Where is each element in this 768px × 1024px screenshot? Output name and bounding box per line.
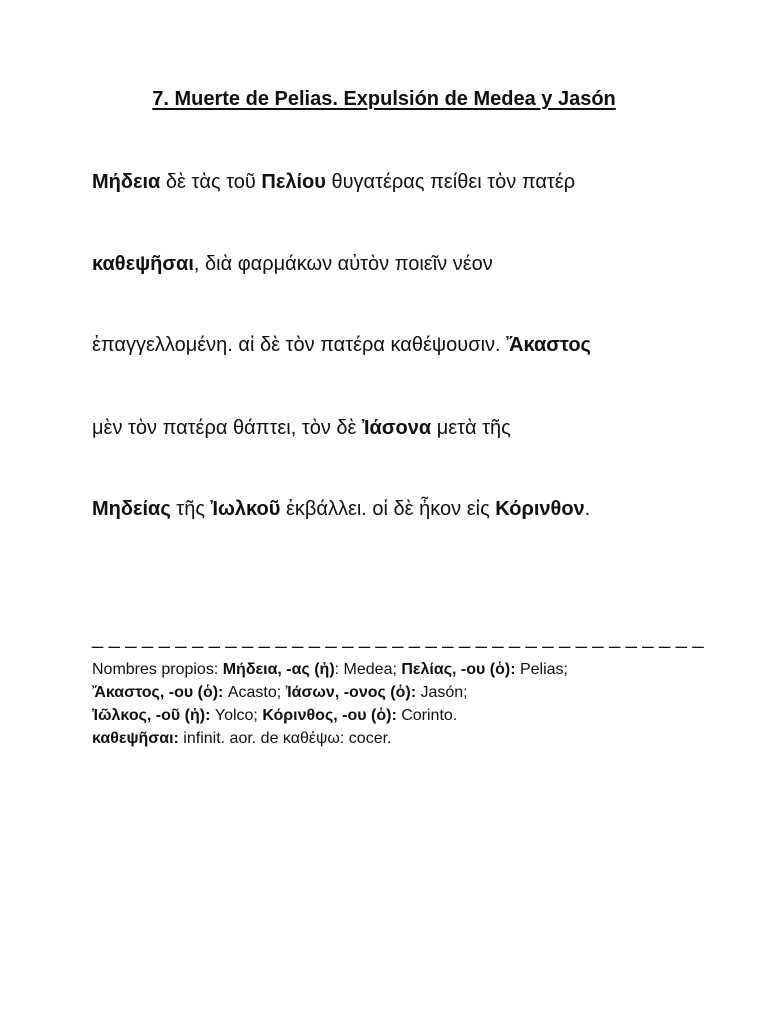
text-line-3 xyxy=(92,333,591,357)
name-medea: Μήδεια xyxy=(92,171,161,193)
name-korinthon: Κόρινθον xyxy=(495,498,585,520)
note-term: καθεψῆσαι: xyxy=(92,730,179,747)
text-fragment: θυγατέρας πείθει τὸν πατέρ xyxy=(325,171,576,193)
text-fragment: μὲν τὸν πατέρα θάπτει, τὸν δὲ xyxy=(92,417,363,439)
note-line-4 xyxy=(92,727,568,750)
text-fragment: . xyxy=(584,498,591,520)
note-fragment: : Medea; xyxy=(334,661,402,678)
text-fragment: μετὰ τῆς xyxy=(431,417,511,439)
note-term: Ἄκαστος, -ου (ὁ): xyxy=(92,684,224,701)
name-pelias: Πελίου xyxy=(261,171,326,193)
text-line-4 xyxy=(92,416,511,440)
note-fragment: Pelias; xyxy=(515,661,568,678)
name-iason: Ἰάσονα xyxy=(362,417,432,439)
text-fragment: ἐπαγγελλομένη. αἱ δὲ τὸν πατέρα καθέψουσιν. xyxy=(92,334,507,356)
note-term: Ἰάσων, -ονος (ὁ): xyxy=(285,684,417,701)
note-term: Πελίας, -ου (ὁ): xyxy=(401,661,516,678)
note-fragment: Jasón; xyxy=(416,684,468,701)
name-akastos: Ἄκαστος xyxy=(506,334,591,356)
text-line-2 xyxy=(92,252,493,276)
note-line-2 xyxy=(92,681,568,704)
note-term: Κόρινθος, -ου (ὁ): xyxy=(262,707,397,724)
text-fragment: ἐκβάλλει. οἱ δὲ ἧκον εἰς xyxy=(280,498,496,520)
text-line-5 xyxy=(92,497,590,521)
text-fragment: δὲ τὰς τοῦ xyxy=(160,171,262,193)
word-kathepsesai: καθεψῆσαι xyxy=(92,253,194,275)
note-line-1 xyxy=(92,658,568,681)
note-line-3 xyxy=(92,704,568,727)
page-title: 7. Muerte de Pelias. Expulsión de Medea y Jasón xyxy=(152,88,616,110)
note-fragment: Corinto. xyxy=(396,707,458,724)
glossary-notes xyxy=(92,658,568,750)
note-term: Μήδεια, -ας (ἡ) xyxy=(222,661,335,678)
note-fragment: infinit. aor. de καθέψω: cocer. xyxy=(178,730,392,747)
text-line-1 xyxy=(92,170,575,194)
note-fragment: Nombres propios: xyxy=(92,661,223,678)
note-fragment: Yolco; xyxy=(210,707,263,724)
text-fragment: , διὰ φαρμάκων αὐτὸν ποιεῖν νέον xyxy=(193,253,493,275)
name-medeias: Μηδείας xyxy=(92,498,171,520)
note-fragment: Acasto; xyxy=(223,684,286,701)
text-fragment: τῆς xyxy=(170,498,211,520)
dashed-divider: _ _ _ _ _ _ _ _ _ _ _ _ _ _ _ _ _ _ _ _ _ _ _ _ _ _ _ _ _ _ _ _ _ _ _ _ _ xyxy=(92,627,704,649)
note-term: Ἰῶλκος, -οῦ (ἡ): xyxy=(92,707,211,724)
name-iolkou: Ἰωλκοῦ xyxy=(210,498,281,520)
